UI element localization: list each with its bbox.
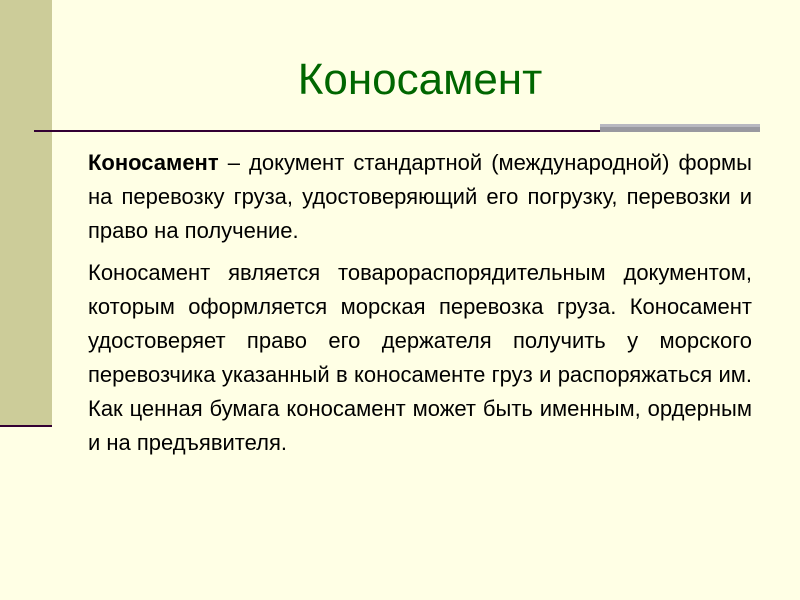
- defined-term: Коносамент: [88, 150, 219, 175]
- definition-text: – документ стандартной (международной) формы на перевозку груза, удостоверяющий его погрузку, перевозки и право на получение.: [88, 150, 752, 243]
- slide-title: Коносамент: [297, 55, 543, 104]
- left-band-underline: [0, 425, 52, 427]
- slide-body: [88, 146, 752, 460]
- title-divider: [34, 130, 600, 132]
- accent-bar: [600, 124, 760, 132]
- description-paragraph: Коносамент является товарораспорядительным документом, которым оформляется морская перевозка груза. Коносамент удостоверяет право его держателя получить у морского перевозчика указанный в коносаменте груз и распоряжаться им. Как ценная бумага коносамент может быть именным, ордерным и на предъявителя.: [88, 260, 752, 455]
- definition-paragraph: [88, 146, 752, 248]
